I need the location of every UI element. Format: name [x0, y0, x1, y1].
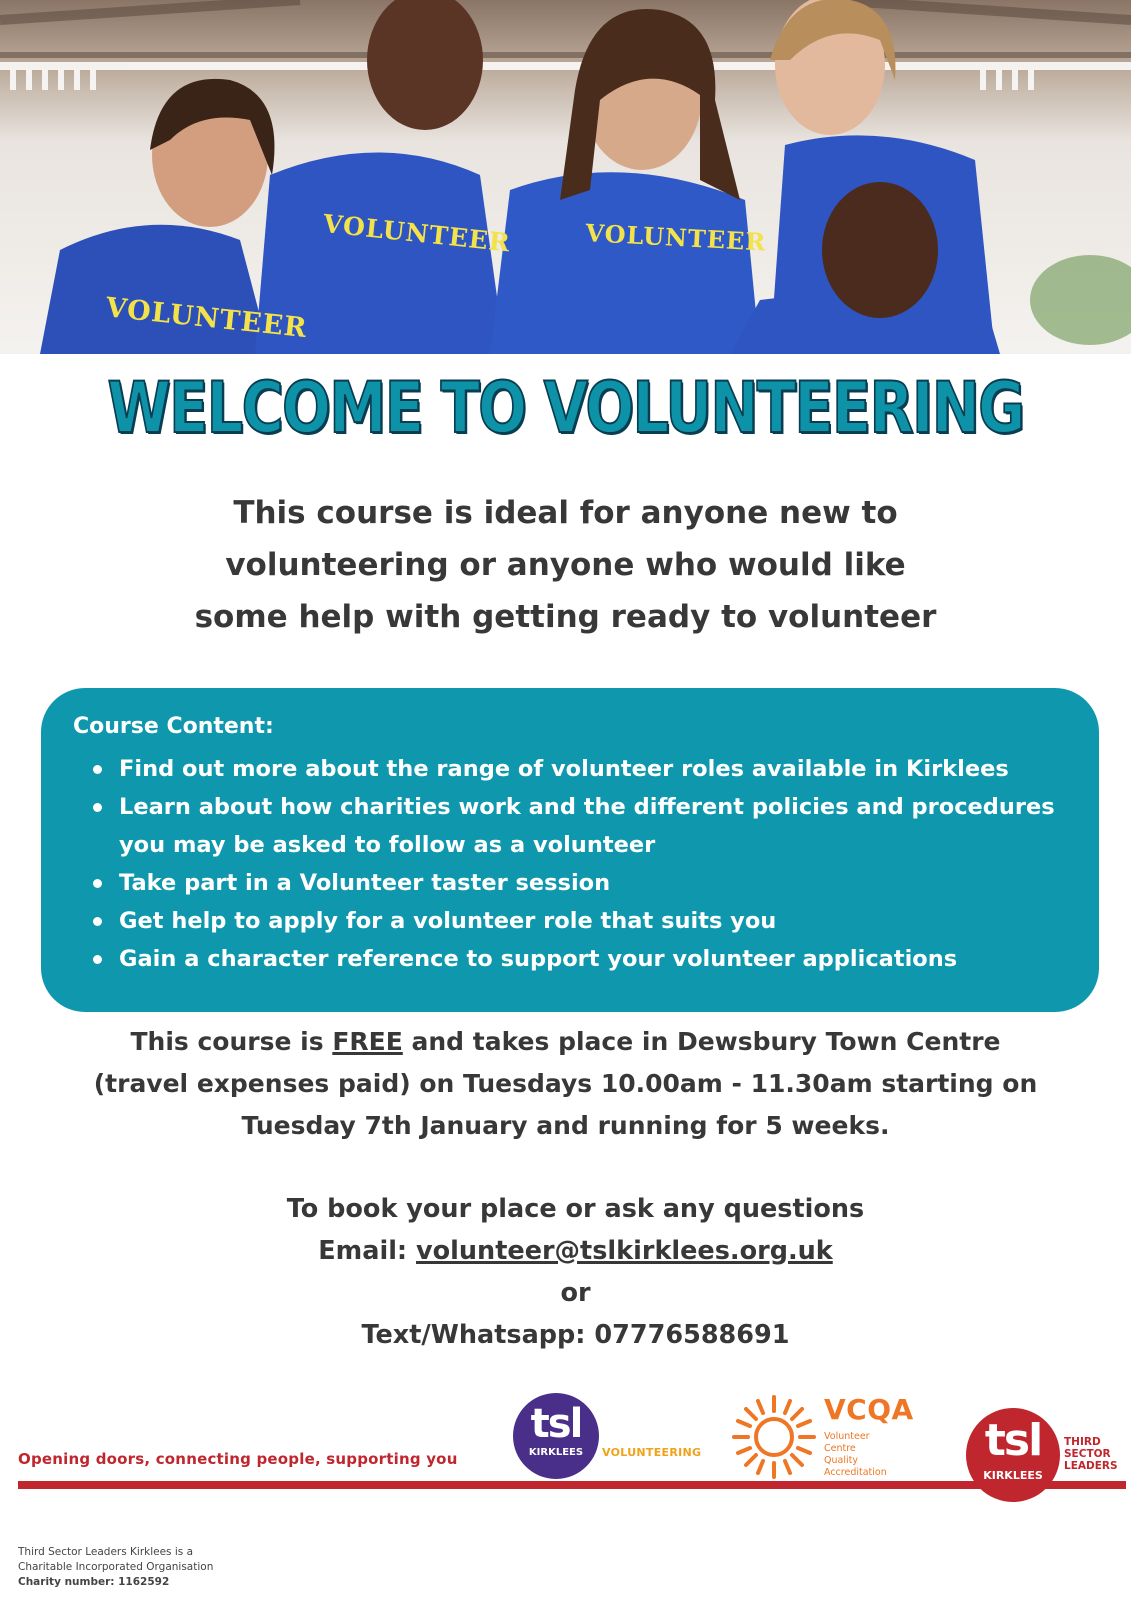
email-line — [140, 1230, 1011, 1272]
list-item: Learn about how charities work and the different policies and procedures you may be asked to follow as a volunteer — [91, 788, 1091, 864]
page-title: WELCOME TO VOLUNTEERING — [107, 367, 1024, 449]
logo-third-sector-leaders — [1064, 1436, 1124, 1472]
tsl-third-sector-logo — [966, 1408, 1131, 1508]
course-content-list — [91, 750, 1091, 978]
logo-tsl-text: tsl — [530, 1401, 582, 1447]
logo-word: SECTOR — [1064, 1448, 1111, 1460]
course-content-title: Course Content: — [73, 714, 274, 739]
hero-photo — [0, 0, 1131, 354]
details-line: (travel expenses paid) on Tuesdays 10.00am - 11.30am starting on — [93, 1069, 1038, 1098]
course-content-box — [41, 688, 1099, 1012]
details-suffix: and takes place in Dewsbury Town Centre — [402, 1027, 1001, 1056]
vcqa-title: VCQA — [824, 1393, 914, 1426]
details-line — [40, 1021, 1091, 1063]
intro-text — [90, 487, 1041, 643]
charity-info — [18, 1545, 278, 1590]
booking-info — [140, 1188, 1011, 1356]
charity-number: Charity number: 1162592 — [18, 1576, 170, 1588]
logo-kirklees-text: KIRKLEES — [528, 1447, 584, 1458]
vcqa-sub-line: Centre — [824, 1443, 856, 1454]
logo-word: THIRD — [1064, 1436, 1101, 1448]
vcqa-sub-line: Quality — [824, 1455, 858, 1466]
phone-label: Text/Whatsapp: — [361, 1320, 595, 1350]
phone-number[interactable]: 07776588691 — [594, 1320, 790, 1350]
list-item: Get help to apply for a volunteer role that suits you — [91, 902, 1091, 940]
footer-divider — [18, 1481, 1126, 1489]
vcqa-subtitle — [824, 1431, 924, 1479]
or-text: or — [560, 1278, 591, 1308]
charity-line: Third Sector Leaders Kirklees is a — [18, 1546, 194, 1558]
intro-line: some help with getting ready to volunteer — [194, 599, 937, 635]
vcqa-sub-line: Volunteer — [824, 1431, 870, 1442]
intro-line: This course is ideal for anyone new to — [233, 495, 898, 531]
shirt-text-1: VOLUNTEER — [104, 292, 309, 345]
free-label: FREE — [332, 1027, 403, 1056]
list-item: Gain a character reference to support your volunteer applications — [91, 940, 1091, 978]
tagline: Opening doors, connecting people, supporting you — [18, 1450, 458, 1468]
list-item: Take part in a Volunteer taster session — [91, 864, 1091, 902]
volunteers-illustration — [0, 0, 1131, 354]
email-link[interactable]: volunteer@tslkirklees.org.uk — [416, 1236, 833, 1266]
details-prefix: This course is — [130, 1027, 333, 1056]
details-line: Tuesday 7th January and running for 5 weeks. — [241, 1111, 890, 1140]
booking-line: To book your place or ask any questions — [286, 1194, 865, 1224]
intro-line: volunteering or anyone who would like — [225, 547, 906, 583]
phone-line — [140, 1314, 1011, 1356]
logo-kirklees-text: KIRKLEES — [983, 1469, 1043, 1482]
shirt-text-3: VOLUNTEER — [584, 218, 767, 257]
charity-line: Charitable Incorporated Organisation — [18, 1561, 214, 1573]
vcqa-sub-line: Accreditation — [824, 1467, 887, 1478]
logo-tsl-text: tsl — [984, 1415, 1042, 1466]
email-label: Email: — [318, 1236, 417, 1266]
shirt-text-2: VOLUNTEER — [321, 208, 512, 258]
tsl-volunteering-logo — [513, 1393, 702, 1483]
logo-volunteering-text: VOLUNTEERING — [602, 1446, 702, 1459]
sunburst-icon — [730, 1393, 818, 1481]
vcqa-logo — [730, 1393, 930, 1483]
list-item: Find out more about the range of volunteer roles available in Kirklees — [91, 750, 1091, 788]
course-details — [40, 1021, 1091, 1147]
logo-word: LEADERS — [1064, 1460, 1118, 1472]
